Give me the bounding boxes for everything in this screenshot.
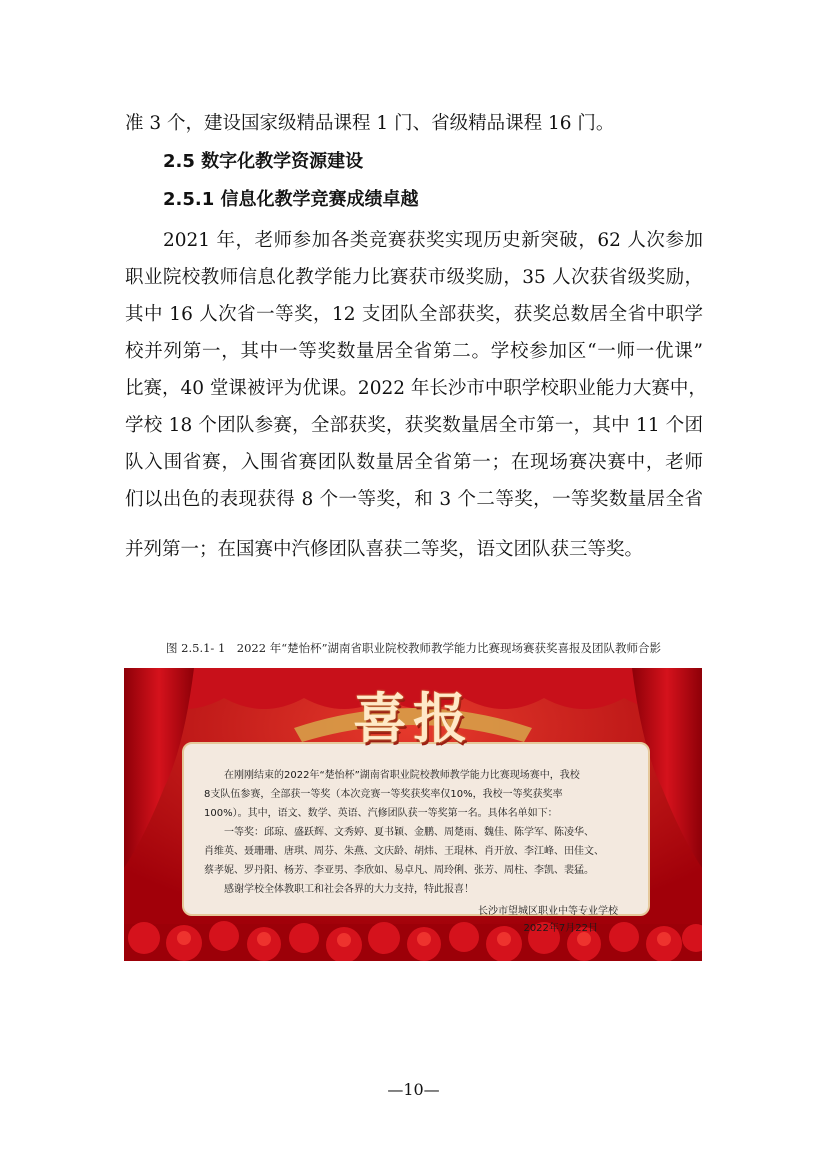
poster-line: 感谢学校全体教职工和社会各界的大力支持，特此报喜！ — [204, 884, 474, 895]
paragraph-line: 校并列第一，其中一等奖数量居全省第二。学校参加区“一师一优课” — [125, 341, 703, 362]
paragraph-line: 比赛，40 堂课被评为优课。2022 年长沙市中职学校职业能力大赛中， — [125, 378, 707, 399]
poster-line: 一等奖：邱琼、盛跃辉、文秀婷、夏书颖、金鹏、周楚雨、魏佳、陈学军、陈凌华、 — [204, 827, 594, 838]
paragraph-line: 学校 18 个团队参赛，全部获奖，获奖数量居全市第一，其中 11 个团 — [125, 415, 703, 436]
paragraph-line: 并列第一；在国赛中汽修团队喜获二等奖，语文团队获三等奖。 — [125, 539, 644, 560]
poster-line: 100%）。其中，语文、数学、英语、汽修团队获一等奖第一名。具体名单如下： — [204, 808, 558, 819]
figure-caption: 图 2.5.1- 1 2022 年“楚怡杯”湖南省职业院校教师教学能力比赛现场赛获奖喜报及团队教师合影 — [166, 641, 661, 655]
poster-line: 8支队伍参赛，全部获一等奖（本次竞赛一等奖获奖率仅10%，我校一等奖获奖率 — [204, 789, 563, 800]
poster-date: 2022年7月22日 — [523, 923, 598, 934]
poster-line: 肖维英、聂珊珊、唐琪、周芬、朱燕、文庆龄、胡炜、王琨林、肖开放、李江峰、田佳文、 — [204, 846, 604, 857]
paragraph-line: 其中 16 人次省一等奖，12 支团队全部获奖，获奖总数居全省中职学 — [125, 304, 703, 325]
paragraph-line: 队入围省赛，入围省赛团队数量居全省第一；在现场赛决赛中，老师 — [125, 452, 703, 473]
poster-line: 在刚刚结束的2022年“楚怡杯”湖南省职业院校教师教学能力比赛现场赛中，我校 — [204, 770, 580, 781]
poster-line: 蔡孝妮、罗丹阳、杨芳、李亚男、李欣如、易卓凡、周玲俐、张芳、周柱、李凯、裴猛。 — [204, 865, 594, 876]
award-poster-image — [124, 668, 702, 961]
poster-signature: 长沙市望城区职业中等专业学校 — [478, 906, 618, 917]
paragraph-line: 职业院校教师信息化教学能力比赛获市级奖励，35 人次获省级奖励， — [125, 267, 703, 288]
page-number: —10— — [387, 1080, 440, 1099]
subsection-heading: 2.5.1 信息化教学竞赛成绩卓越 — [163, 189, 419, 210]
paragraph-line: 准 3 个，建设国家级精品课程 1 门、省级精品课程 16 门。 — [125, 113, 615, 134]
poster-title: 喜报 — [353, 686, 473, 750]
paragraph-line: 2021 年，老师参加各类竞赛获奖实现历史新突破，62 人次参加 — [163, 230, 703, 251]
section-heading: 2.5 数字化教学资源建设 — [163, 151, 364, 172]
paragraph-line: 们以出色的表现获得 8 个一等奖，和 3 个二等奖，一等奖数量居全省 — [125, 489, 703, 510]
